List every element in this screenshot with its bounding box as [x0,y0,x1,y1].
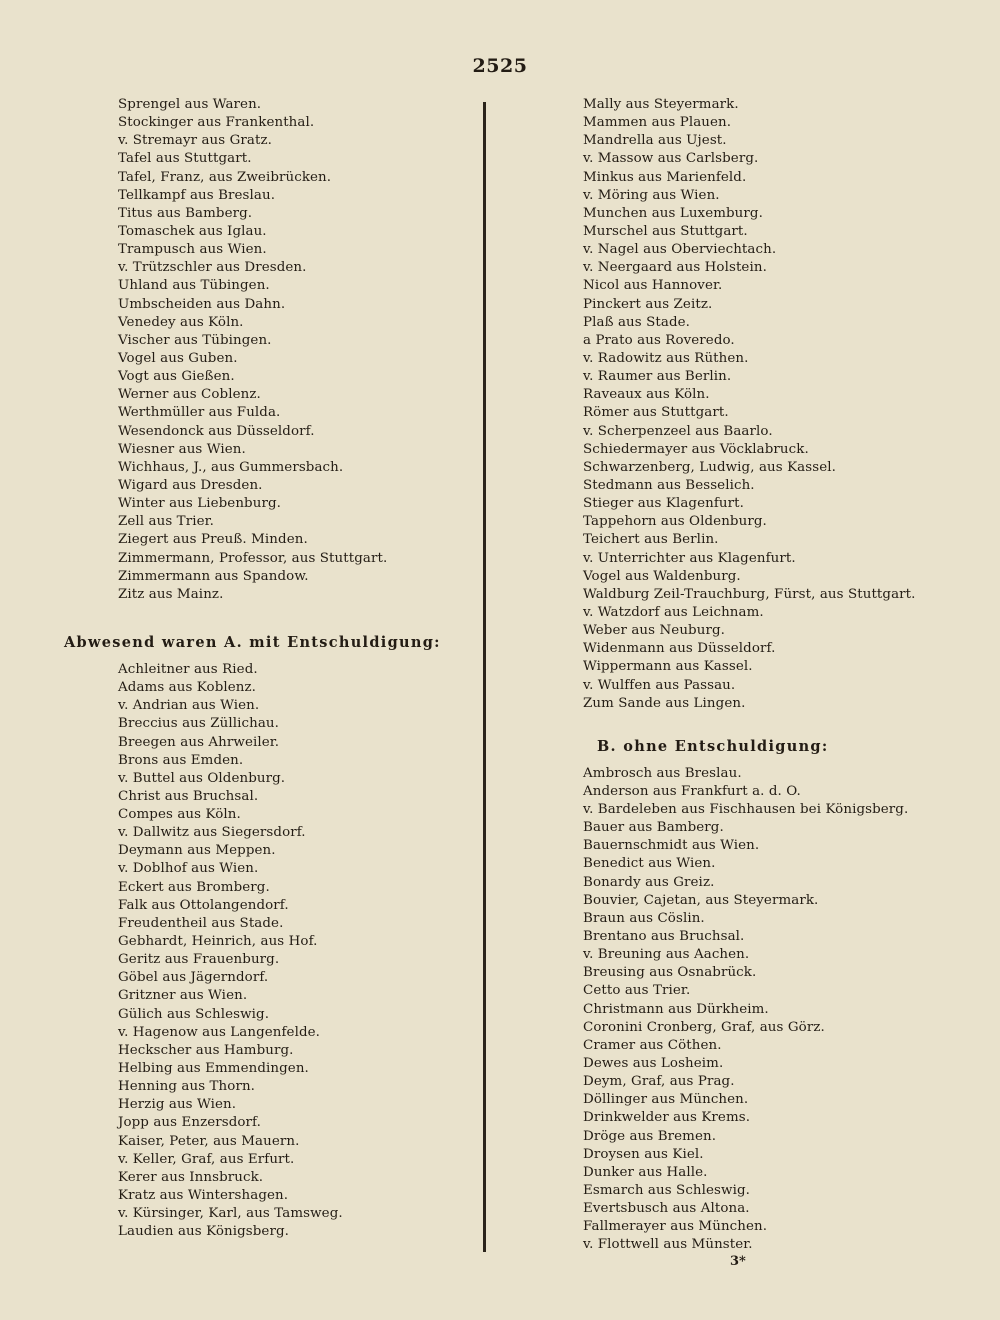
right-entries-top [583,96,953,713]
list-entry: Kratz aus Wintershagen. [118,1188,289,1204]
list-entry: Fallmerayer aus München. [583,1219,768,1235]
list-entry: Anderson aus Frankfurt a. d. O. [583,783,801,799]
list-entry: Gritzner aus Wien. [118,988,248,1004]
list-entry: Nicol aus Hannover. [583,278,723,294]
list-entry: Adams aus Koblenz. [118,680,257,696]
list-entry: Werthmüller aus Fulda. [118,405,281,421]
list-entry: Vogel aus Guben. [118,350,238,366]
list-entry: Trampusch aus Wien. [118,242,267,258]
list-entry: Mammen aus Plauen. [583,115,732,131]
list-entry: Minkus aus Marienfeld. [583,169,747,185]
list-entry: Zitz aus Mainz. [118,586,224,602]
list-entry: Werner aus Coblenz. [118,387,261,403]
list-entry: Weber aus Neuburg. [583,623,725,639]
list-entry: Teichert aus Berlin. [583,532,719,548]
list-entry: v. Dallwitz aus Siegersdorf. [118,825,306,841]
list-entry: v. Buttel aus Oldenburg. [118,770,286,786]
list-entry: Heckscher aus Hamburg. [118,1042,294,1058]
list-entry: Zum Sande aus Lingen. [583,695,746,711]
list-entry: Braun aus Cöslin. [583,910,705,926]
list-entry: Tomaschek aus Iglau. [118,223,267,239]
list-entry: Kerer aus Innsbruck. [118,1169,264,1185]
list-entry: v. Unterrichter aus Klagenfurt. [583,550,796,566]
list-entry: Sprengel aus Waren. [118,97,262,112]
list-entry: Brons aus Emden. [118,752,244,768]
list-entry: Bouvier, Cajetan, aus Steyermark. [583,892,819,908]
list-entry: Cramer aus Cöthen. [583,1037,722,1053]
left-column [64,96,468,1241]
list-entry: Göbel aus Jägerndorf. [118,970,269,986]
list-entry: v. Nagel aus Oberviechtach. [583,242,777,258]
list-entry: Schiedermayer aus Vöcklabruck. [583,441,809,457]
list-entry: Römer aus Stuttgart. [583,405,729,421]
list-entry: Esmarch aus Schleswig. [583,1183,750,1199]
list-entry: Mally aus Steyermark. [583,97,739,112]
list-entry: Vischer aus Tübingen. [118,332,272,348]
list-entry: Tappehorn aus Oldenburg. [583,514,767,530]
list-entry: Widenmann aus Düsseldorf. [583,641,776,657]
list-entry: Wiesner aus Wien. [118,441,246,457]
list-entry: Laudien aus Königsberg. [118,1224,289,1240]
list-entry: Tafel, Franz, aus Zweibrücken. [118,169,332,185]
list-entry: a Prato aus Roveredo. [583,332,735,348]
list-entry: v. Massow aus Carlsberg. [583,151,759,167]
list-entry: Wichhaus, J., aus Gummersbach. [118,459,344,475]
list-entry: Titus aus Bamberg. [118,205,253,221]
list-entry: v. Stremayr aus Gratz. [118,133,272,149]
list-entry: Zimmermann aus Spandow. [118,568,309,584]
left-entries-a [118,661,468,1242]
list-entry: Mandrella aus Ujest. [583,133,727,149]
list-entry: Benedict aus Wien. [583,856,716,872]
list-entry: Stieger aus Klagenfurt. [583,496,744,512]
list-entry: Bauernschmidt aus Wien. [583,838,760,854]
list-entry: Cetto aus Trier. [583,983,691,999]
list-entry: Breccius aus Züllichau. [118,716,279,732]
list-entry: Murschel aus Stuttgart. [583,223,748,239]
list-entry: Wesendonck aus Düsseldorf. [118,423,315,439]
list-entry: Umbscheiden aus Dahn. [118,296,286,312]
list-entry: Eckert aus Bromberg. [118,879,270,895]
list-entry: Zell aus Trier. [118,514,215,530]
list-entry: Henning aus Thorn. [118,1079,256,1095]
list-entry: v. Flottwell aus Münster. [583,1237,753,1253]
list-entry: Bonardy aus Greiz. [583,874,715,890]
section-heading-b: B. ohne Entschuldigung: [597,737,829,755]
list-entry: Compes aus Köln. [118,807,241,823]
column-divider [483,102,486,1252]
list-entry: Dunker aus Halle. [583,1164,708,1180]
list-entry: Schwarzenberg, Ludwig, aus Kassel. [583,459,836,475]
left-entries-top [118,96,468,604]
list-entry: Breusing aus Osnabrück. [583,965,757,981]
list-entry: v. Wulffen aus Passau. [583,677,736,693]
list-entry: Tellkampf aus Breslau. [118,187,276,203]
list-entry: Brentano aus Bruchsal. [583,929,745,945]
list-entry: Gülich aus Schleswig. [118,1006,270,1022]
list-entry: Stockinger aus Frankenthal. [118,115,315,131]
list-entry: Döllinger aus München. [583,1092,749,1108]
list-entry: Drinkwelder aus Krems. [583,1110,751,1126]
list-entry: v. Trützschler aus Dresden. [118,260,307,276]
list-entry: Wigard aus Dresden. [118,477,263,493]
list-entry: Ambrosch aus Breslau. [583,765,742,781]
list-entry: Uhland aus Tübingen. [118,278,270,294]
list-entry: Zimmermann, Professor, aus Stuttgart. [118,550,388,566]
list-entry: v. Breuning aus Aachen. [583,947,750,963]
list-entry: v. Doblhof aus Wien. [118,861,259,877]
list-entry: Freudentheil aus Stade. [118,915,284,931]
list-entry: v. Andrian aus Wien. [118,698,260,714]
list-entry: Vogel aus Waldenburg. [583,568,741,584]
list-entry: Wippermann aus Kassel. [583,659,753,675]
list-entry: Tafel aus Stuttgart. [118,151,252,167]
list-entry: Stedmann aus Besselich. [583,477,755,493]
list-entry: Pinckert aus Zeitz. [583,296,713,312]
signature-mark: 3* [730,1254,746,1269]
list-entry: Deymann aus Meppen. [118,843,276,859]
list-entry: Achleitner aus Ried. [118,661,258,677]
list-entry: v. Raumer aus Berlin. [583,369,732,385]
list-entry: Helbing aus Emmendingen. [118,1061,309,1077]
list-entry: Gebhardt, Heinrich, aus Hof. [118,934,318,950]
list-entry: Munchen aus Luxemburg. [583,205,763,221]
list-entry: Christ aus Bruchsal. [118,788,259,804]
list-entry: Herzig aus Wien. [118,1097,237,1113]
list-entry: Christmann aus Dürkheim. [583,1001,769,1017]
list-entry: Bauer aus Bamberg. [583,820,724,836]
list-entry: Winter aus Liebenburg. [118,496,281,512]
list-entry: v. Bardeleben aus Fischhausen bei Königsberg. [583,802,909,818]
right-column [583,96,953,1255]
list-entry: Vogt aus Gießen. [118,369,235,385]
list-entry: Waldburg Zeil-Trauchburg, Fürst, aus Stuttgart. [583,586,916,602]
list-entry: v. Möring aus Wien. [583,187,720,203]
list-entry: v. Hagenow aus Langenfelde. [118,1024,321,1040]
page-number: 2525 [472,55,528,77]
list-entry: Dröge aus Bremen. [583,1128,717,1144]
list-entry: v. Kürsinger, Karl, aus Tamsweg. [118,1206,343,1222]
list-entry: Evertsbusch aus Altona. [583,1201,750,1217]
list-entry: v. Watzdorf aus Leichnam. [583,604,764,620]
list-entry: v. Neergaard aus Holstein. [583,260,767,276]
list-entry: v. Radowitz aus Rüthen. [583,350,749,366]
list-entry: Breegen aus Ahrweiler. [118,734,280,750]
list-entry: Kaiser, Peter, aus Mauern. [118,1133,300,1149]
section-heading-a: Abwesend waren A. mit Entschuldigung: [64,633,441,651]
list-entry: Jopp aus Enzersdorf. [118,1115,261,1131]
list-entry: v. Scherpenzeel aus Baarlo. [583,423,773,439]
list-entry: Coronini Cronberg, Graf, aus Görz. [583,1019,825,1035]
list-entry: Falk aus Ottolangendorf. [118,897,289,913]
list-entry: Dewes aus Losheim. [583,1056,724,1072]
list-entry: Venedey aus Köln. [118,314,244,330]
list-entry: Droysen aus Kiel. [583,1146,704,1162]
right-entries-b [583,765,953,1255]
list-entry: Geritz aus Frauenburg. [118,952,280,968]
list-entry: Plaß aus Stade. [583,314,691,330]
list-entry: v. Keller, Graf, aus Erfurt. [118,1151,295,1167]
list-entry: Ziegert aus Preuß. Minden. [118,532,308,548]
list-entry: Deym, Graf, aus Prag. [583,1074,735,1090]
list-entry: Raveaux aus Köln. [583,387,710,403]
